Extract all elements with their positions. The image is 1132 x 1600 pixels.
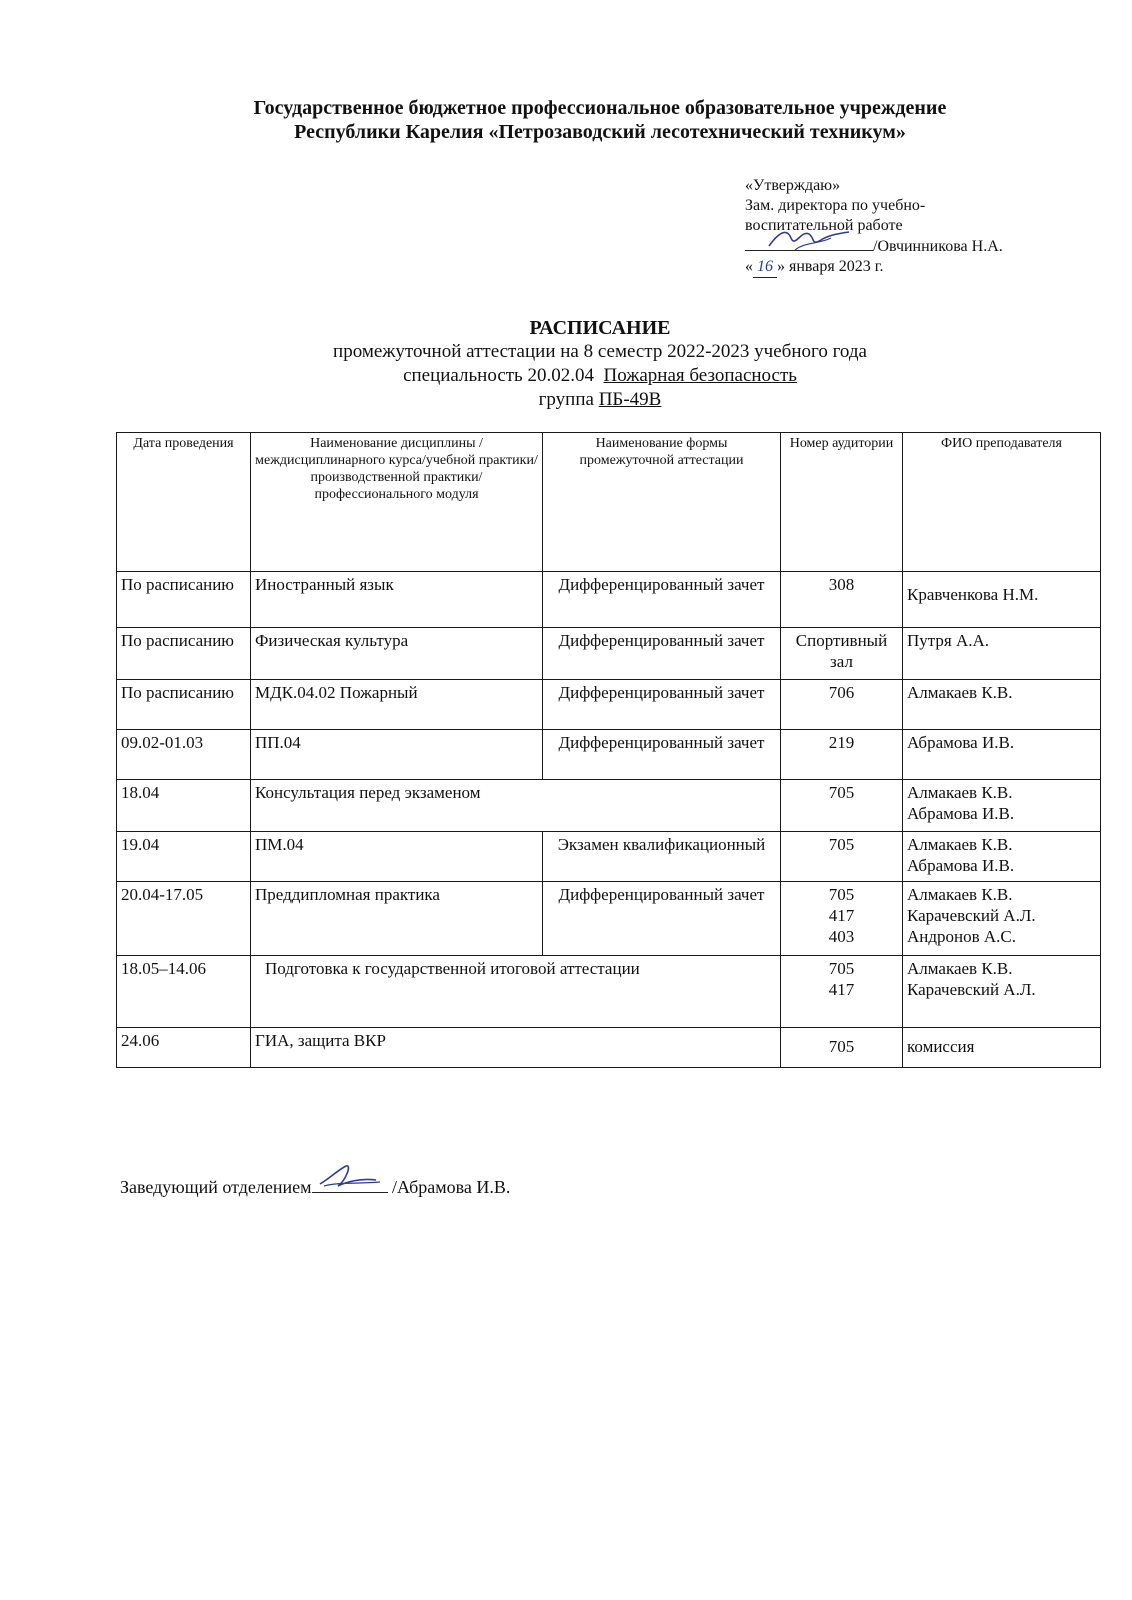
row-room: 705 417 (781, 956, 903, 1028)
row-room: 705 417 403 (781, 882, 903, 956)
row-form: Экзамен квалификационный (543, 832, 781, 882)
row-date: 18.05–14.06 (117, 956, 251, 1028)
footer-label: Заведующий отделением (120, 1177, 312, 1197)
signature-blank (745, 236, 873, 251)
row-teacher: Путря А.А. (903, 628, 1101, 680)
table-row (117, 1028, 1101, 1068)
approval-day: 16 (753, 257, 777, 278)
header-teacher: ФИО преподавателя (903, 433, 1101, 572)
row-subject: ПМ.04 (251, 832, 543, 882)
group-line (180, 388, 1020, 412)
specialty-line (180, 364, 1020, 388)
org-line-1: Государственное бюджетное профессиональное образовательное учреждение (253, 97, 947, 119)
row-teacher: Алмакаев К.В. Карачевский А.Л. Андронов А.С. (903, 882, 1101, 956)
specialty-prefix: специальность 20.02.04 (403, 365, 604, 386)
row-date: По расписанию (117, 680, 251, 730)
row-form: Дифференцированный зачет (543, 680, 781, 730)
row-date: 20.04-17.05 (117, 882, 251, 956)
row-teacher: Алмакаев К.В. Карачевский А.Л. (903, 956, 1101, 1028)
row-subject: Преддипломная практика (251, 882, 543, 956)
row-date: По расписанию (117, 572, 251, 628)
row-form: Дифференцированный зачет (543, 730, 781, 780)
header-subject: Наименование дисциплины /междисциплинарного курса/учебной практики/производственной практики/профессионального модуля (251, 433, 543, 572)
approval-signature-line (745, 236, 1085, 257)
row-teacher: комиссия (903, 1028, 1101, 1068)
approval-date: « 16 » января 2023 г. (745, 257, 1085, 278)
table-header-row (117, 433, 1101, 572)
row-room: Спортивный зал (781, 628, 903, 680)
row-form: Дифференцированный зачет (543, 628, 781, 680)
row-date: 19.04 (117, 832, 251, 882)
table-row (117, 882, 1101, 956)
schedule-table (116, 432, 1101, 1068)
row-subject: ПП.04 (251, 730, 543, 780)
footer-signer: /Абрамова И.В. (392, 1177, 511, 1197)
handwritten-signature-icon (316, 1160, 386, 1190)
org-line-2: Республики Карелия «Петрозаводский лесотехнический техникум» (294, 121, 906, 143)
row-room: 705 (781, 832, 903, 882)
header-form: Наименование формы промежуточной аттестации (543, 433, 781, 572)
approval-position-1: Зам. директора по учебно- (745, 197, 926, 214)
row-room: 308 (781, 572, 903, 628)
footer-signature (120, 1176, 720, 1198)
group-prefix: группа (538, 389, 599, 410)
table-row (117, 680, 1101, 730)
row-room: 705 (781, 1028, 903, 1068)
row-subject: Подготовка к государственной итоговой аттестации (251, 956, 781, 1028)
specialty-name: Пожарная безопасность (603, 365, 797, 386)
row-date: 24.06 (117, 1028, 251, 1068)
header-room: Номер аудитории (781, 433, 903, 572)
organization-header (130, 96, 1070, 144)
row-teacher: Абрамова И.В. (903, 730, 1101, 780)
header-date: Дата проведения (117, 433, 251, 572)
handwritten-signature-icon (765, 224, 855, 254)
schedule-subtitle: промежуточной аттестации на 8 семестр 2022-2023 учебного года (333, 341, 867, 362)
row-teacher: Алмакаев К.В. Абрамова И.В. (903, 780, 1101, 832)
table-row (117, 730, 1101, 780)
row-subject: Иностранный язык (251, 572, 543, 628)
row-date: 18.04 (117, 780, 251, 832)
schedule-title-block (180, 316, 1020, 412)
row-room: 705 (781, 780, 903, 832)
approval-title: «Утверждаю» (745, 177, 841, 194)
table-row (117, 780, 1101, 832)
row-teacher: Алмакаев К.В. (903, 680, 1101, 730)
row-form: Дифференцированный зачет (543, 572, 781, 628)
row-teacher: Алмакаев К.В. Абрамова И.В. (903, 832, 1101, 882)
footer-signature-blank (312, 1176, 388, 1193)
approval-block (745, 176, 1085, 278)
table-row (117, 832, 1101, 882)
table-row (117, 956, 1101, 1028)
table-row (117, 572, 1101, 628)
row-date: По расписанию (117, 628, 251, 680)
row-subject: Консультация перед экзаменом (251, 780, 781, 832)
row-subject: Физическая культура (251, 628, 543, 680)
approval-signer: /Овчинникова Н.А. (873, 238, 1003, 255)
group-name: ПБ-49В (598, 389, 662, 410)
row-subject: ГИА, защита ВКР (251, 1028, 781, 1068)
table-row (117, 628, 1101, 680)
row-form: Дифференцированный зачет (543, 882, 781, 956)
schedule-title: РАСПИСАНИЕ (529, 317, 671, 339)
row-teacher: Кравченкова Н.М. (903, 572, 1101, 628)
row-room: 706 (781, 680, 903, 730)
row-room: 219 (781, 730, 903, 780)
approval-position-2: воспитательной работе (745, 217, 903, 234)
approval-date-rest: января 2023 г. (785, 258, 884, 275)
row-date: 09.02-01.03 (117, 730, 251, 780)
row-subject: МДК.04.02 Пожарный (251, 680, 543, 730)
